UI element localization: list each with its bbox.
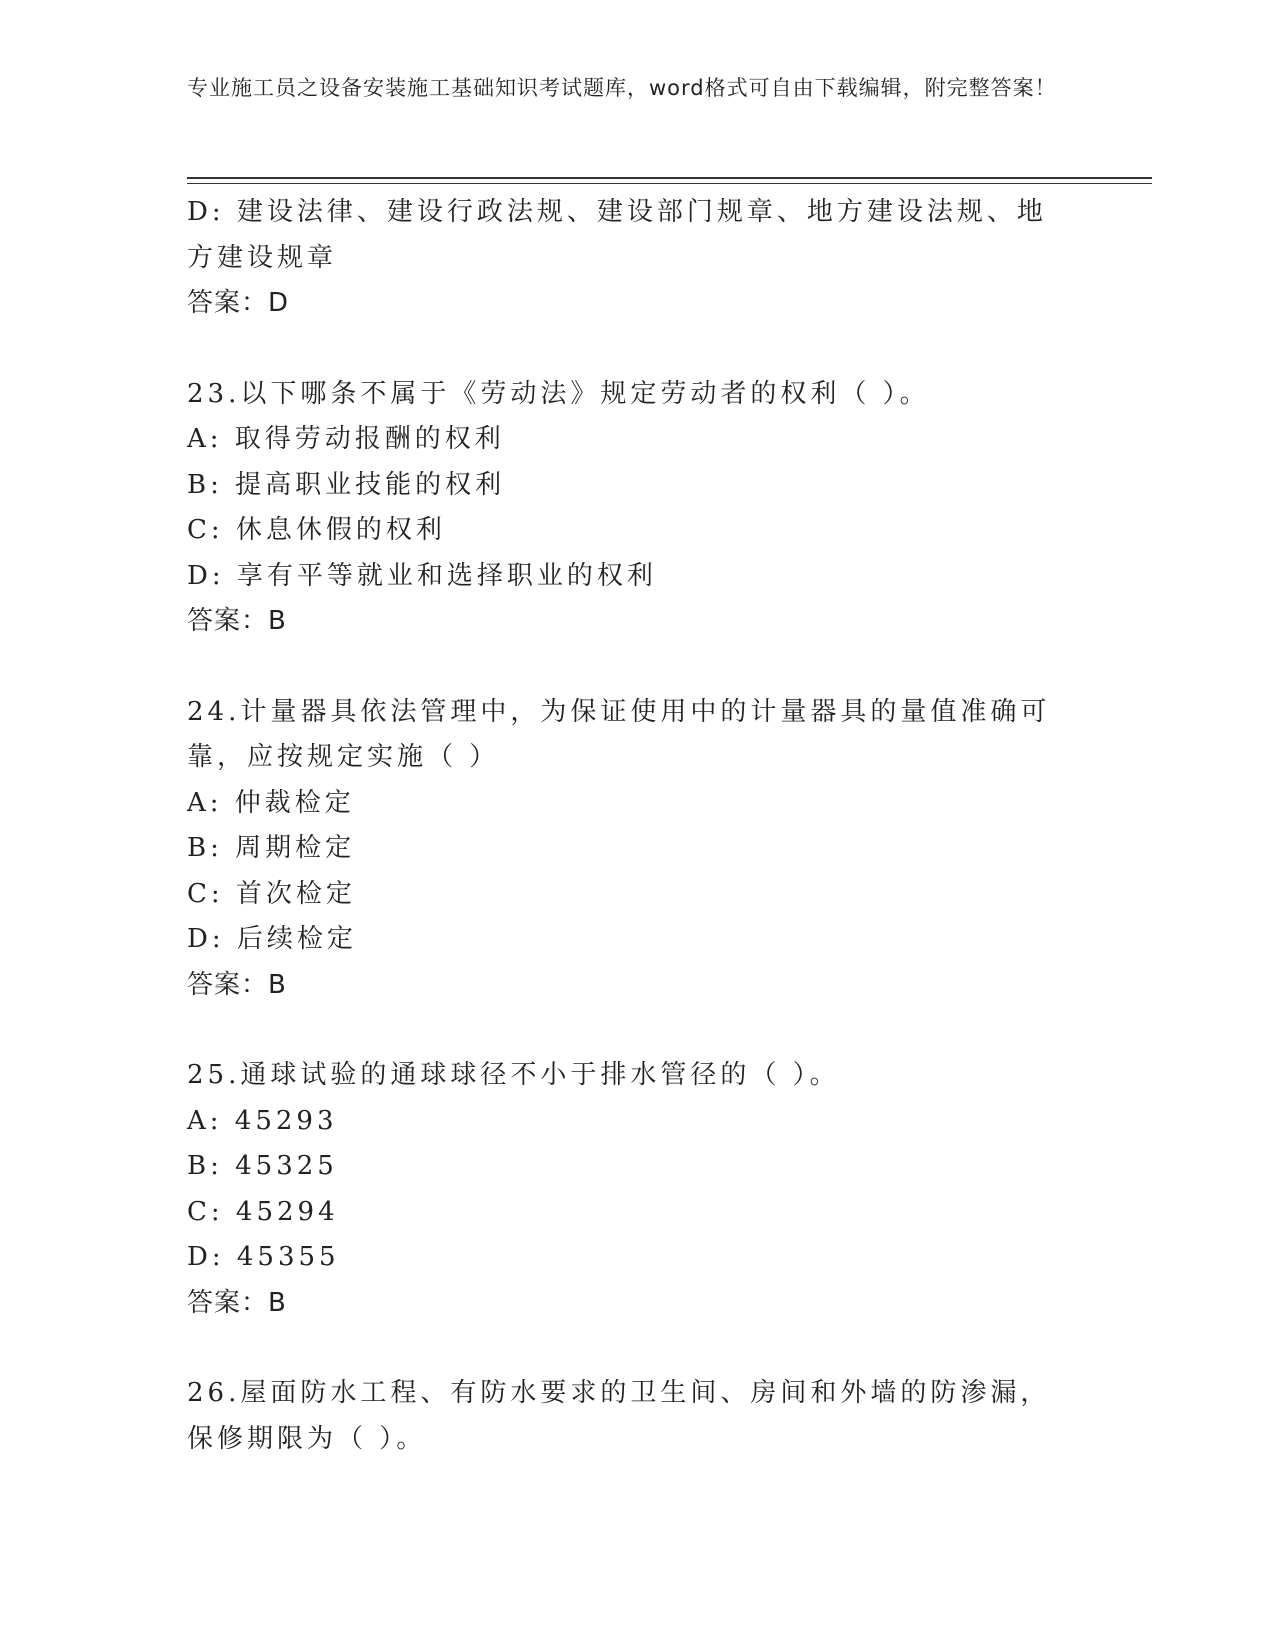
option-b: B: 周期检定 <box>187 833 356 863</box>
question-stem: 25.通球试验的通球球径不小于排水管径的（ ）。 <box>187 1060 840 1090</box>
option-c: C: 休息休假的权利 <box>187 515 446 545</box>
answer: 答案：B <box>187 606 287 636</box>
answer: 答案：B <box>187 969 287 1000</box>
question-24 <box>187 690 1087 1009</box>
option-b: B: 提高职业技能的权利 <box>187 469 506 500</box>
prev-answer: 答案：D <box>187 288 290 318</box>
option-a: A: 仲裁检定 <box>187 787 355 818</box>
answer: 答案：B <box>187 1287 287 1318</box>
question-stem: 24.计量器具依法管理中，为保证使用中的计量器具的量值准确可靠，应按规定实施（ ） <box>187 696 1051 772</box>
option-d: D: 享有平等就业和选择职业的权利 <box>187 560 657 591</box>
option-d: D: 后续检定 <box>187 924 357 954</box>
question-23 <box>187 372 1087 645</box>
question-stem: 26.屋面防水工程、有防水要求的卫生间、房间和外墙的防渗漏，保修期限为（ ）。 <box>187 1378 1051 1454</box>
question-stem: 23.以下哪条不属于《劳动法》规定劳动者的权利（ ）。 <box>187 378 930 409</box>
question-content <box>187 190 1087 1462</box>
header-rule-thick <box>187 177 1152 179</box>
option-c: C: 45294 <box>187 1196 339 1227</box>
option-a: A: 取得劳动报酬的权利 <box>187 424 505 454</box>
option-a: A: 45293 <box>187 1105 338 1136</box>
question-26 <box>187 1371 1087 1462</box>
option-b: B: 45325 <box>187 1151 338 1181</box>
question-25 <box>187 1053 1087 1326</box>
document-header: 专业施工员之设备安装施工基础知识考试题库，word格式可自由下载编辑，附完整答案！ <box>187 76 1057 100</box>
option-c: C: 首次检定 <box>187 878 356 909</box>
prev-option-d: D: 建设法律、建设行政法规、建设部门规章、地方建设法规、地方建设规章 <box>187 197 1047 273</box>
header-rule-thin <box>187 183 1152 184</box>
option-d: D: 45355 <box>187 1242 340 1272</box>
